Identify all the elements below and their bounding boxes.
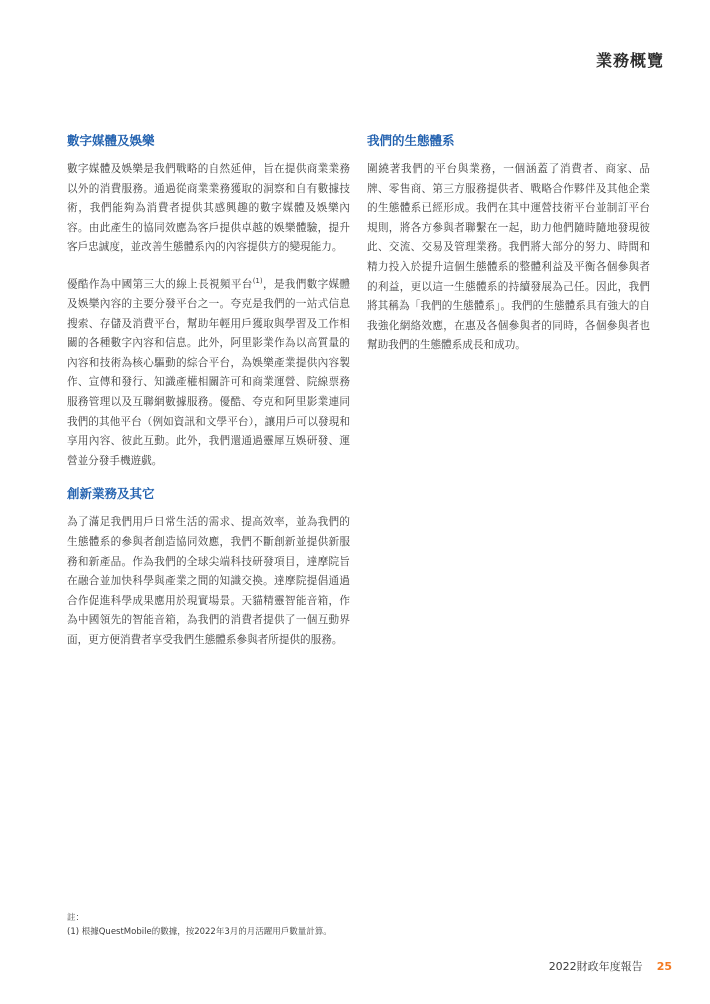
report-name: 2022財政年度報告: [548, 960, 643, 973]
right-column: [367, 132, 650, 370]
section-heading-digital-media: 數字媒體及娛樂: [67, 133, 155, 148]
paragraph-digital-media-2: [67, 272, 350, 471]
paragraph-digital-media-1: 數字媒體及娛樂是我們戰略的自然延伸，旨在提供商業業務以外的消費服務。通過從商業業務獲取的洞察和自有數據技術，我們能夠為消費者提供其感興趣的數字媒體及娛樂內容。由此產生的協同效應為客戶提供卓越的娛樂體驗，提升客戶忠誠度，並改善生態體系內的內容提供方的變現能力。: [67, 163, 350, 254]
section-heading-innovation: 創新業務及其它: [67, 486, 155, 502]
page-footer: [549, 958, 672, 974]
footnote-1: (1) 根據QuestMobile的數據，按2022年3月的月活躍用戶數量計算。: [67, 927, 332, 937]
paragraph-text: 優酷作為中國第三大的線上長視頻平台: [67, 278, 253, 291]
footnote-reference: (1): [252, 276, 263, 285]
footnote-label: 註：: [67, 913, 85, 923]
left-column: [67, 132, 350, 665]
page-title: 業務概覽: [595, 51, 664, 70]
section-heading-ecosystem: 我們的生態體系: [367, 133, 455, 148]
paragraph-text: ，是我們數字媒體及娛樂內容的主要分發平台之一。夸克是我們的一站式信息搜索、存儲及消費平台，幫助年輕用戶獲取與學習及工作相關的各種數字內容和信息。此外，阿里影業作為以高質量的內容和技術為核心驅動的綜合平台，為娛樂產業提供內容製作、宣傳和發行、知識產權相關許可和商業運營、院線票務服務管理以及互聯網數據服務。優酷、夸克和阿里影業連同我們的其他平台（例如資訊和文學平台），讓用戶可以發現和享用內容、彼此互動。此外，我們還通過靈犀互娛研發、運營並分發手機遊戲。: [67, 278, 351, 467]
paragraph-innovation: 為了滿足我們用戶日常生活的需求、提高效率，並為我們的生態體系的參與者創造協同效應，我們不斷創新並提供新服務和新產品。作為我們的全球尖端科技研發項目，達摩院旨在融合並加快科學與產業之間的知識交換。達摩院提倡通過合作促進科學成果應用於現實場景。天貓精靈智能音箱，作為中國領先的智能音箱，為我們的消費者提供了一個互動界面，更方便消費者享受我們生態體系參與者所提供的服務。: [67, 516, 350, 646]
page-number: 25: [656, 960, 672, 973]
footnotes: [67, 911, 332, 939]
paragraph-ecosystem: 圍繞著我們的平台與業務，一個涵蓋了消費者、商家、品牌、零售商、第三方服務提供者、戰略合作夥伴及其他企業的生態體系已經形成。我們在其中運營技術平台並制訂平台規則，將各方參與者聯繫在一起，助力他們隨時隨地發現彼此、交流、交易及管理業務。我們將大部分的努力、時間和精力投入於提升這個生態體系的整體利益及平衡各個參與者的利益，更以這一生態體系的持續發展為己任。因此，我們將其稱為「我們的生態體系」。我們的生態體系具有強大的自我強化網絡效應，在惠及各個參與者的同時，各個參與者也幫助我們的生態體系成長和成功。: [367, 163, 650, 352]
